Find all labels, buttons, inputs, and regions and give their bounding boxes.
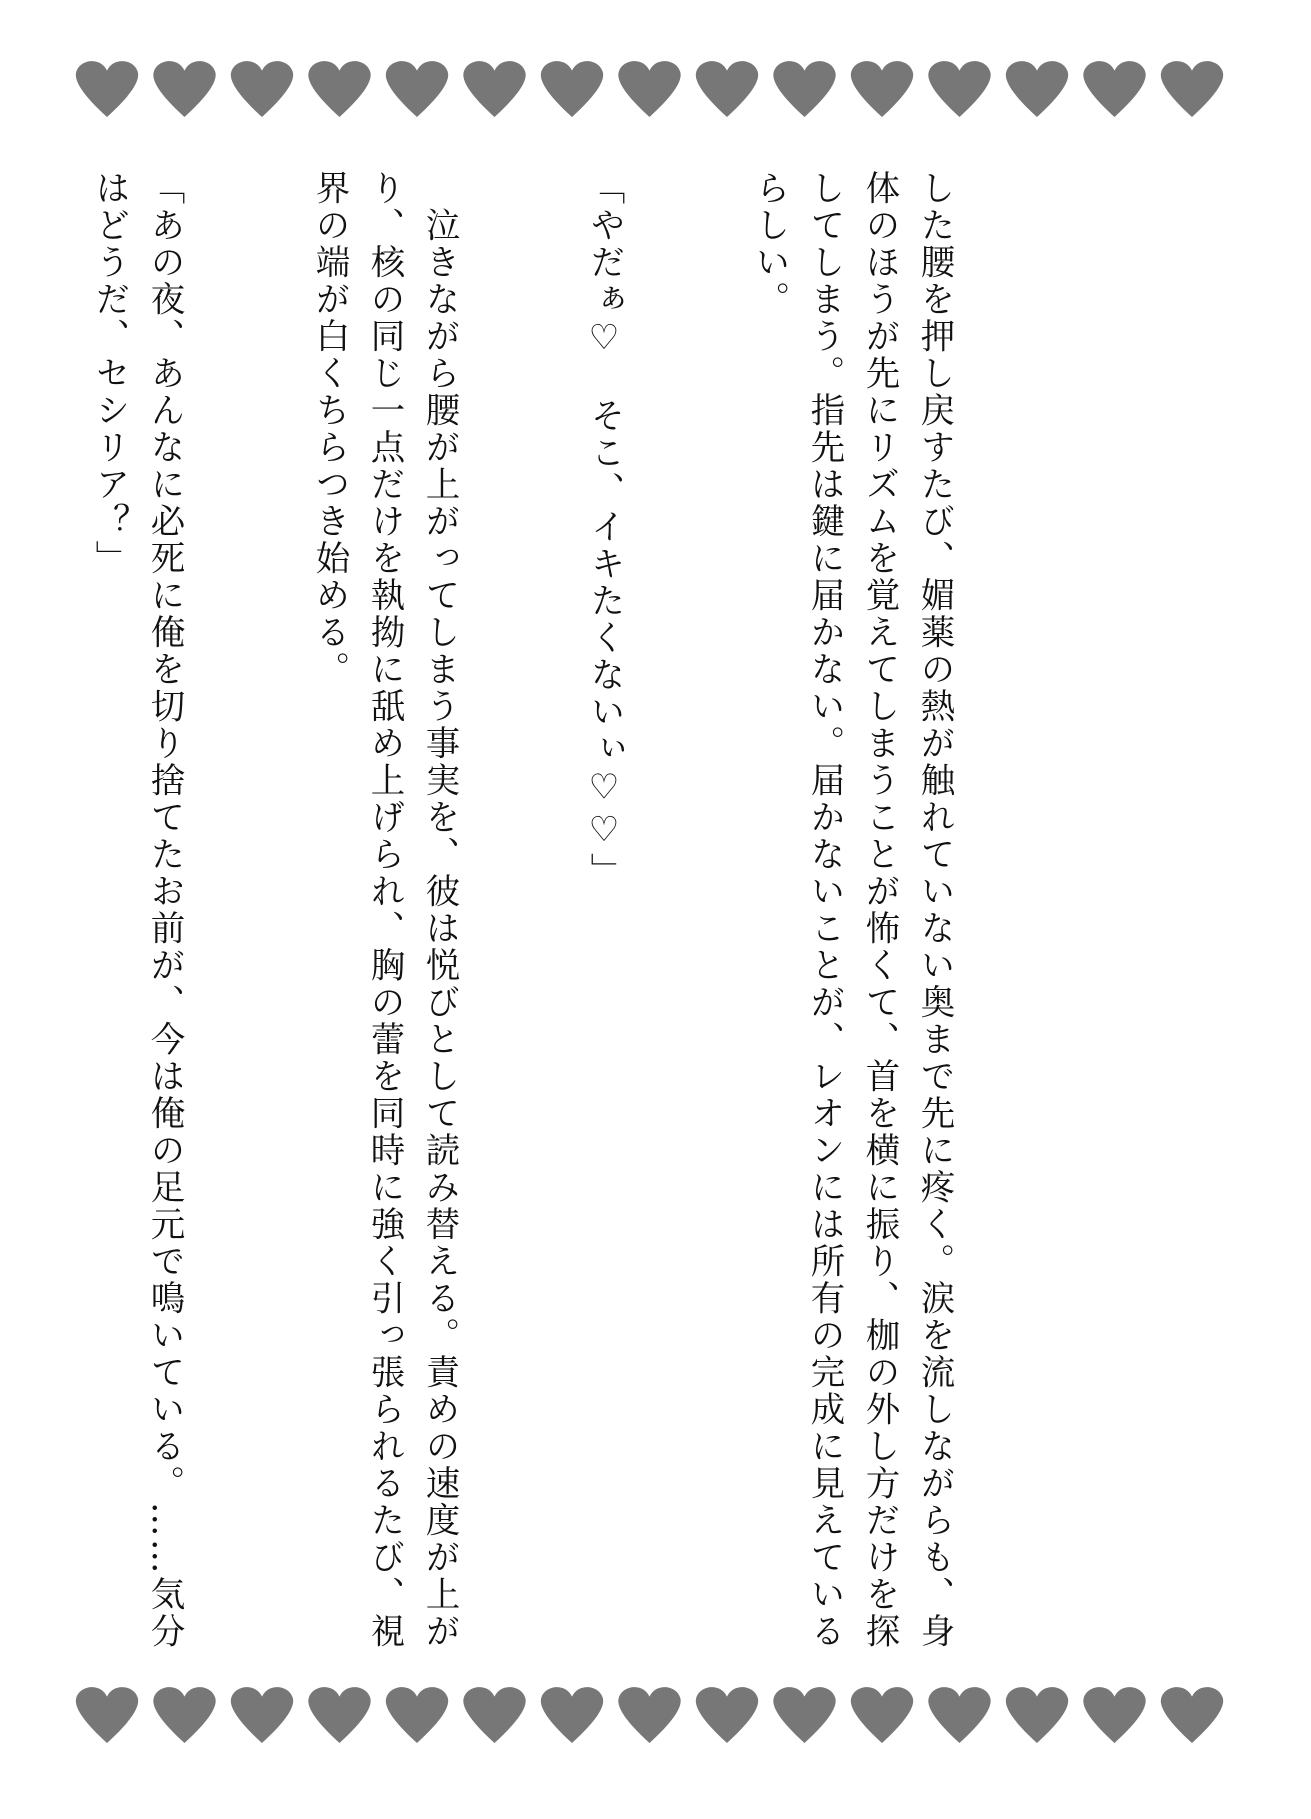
heart-icon [851, 1687, 913, 1743]
heart-icon [386, 1687, 448, 1743]
heart-icon [308, 61, 370, 117]
heart-icon [76, 1687, 138, 1743]
paragraph-1: した腰を押し戻すたび、媚薬の熱が触れていない奥まで先に疼く。涙を流しながらも、身体のほうが先にリズムを覚えてしまうことが怖くて、首を横に振り、枷の外し方だけを探してしまう。指先は鍵に届かない。届かないことが、レオンには所有の完成に見えているらしい。 [749, 170, 954, 1650]
heart-icon [773, 1687, 835, 1743]
heart-icon [231, 61, 293, 117]
heart-icon [1006, 61, 1068, 117]
heart-icon [928, 61, 990, 117]
heart-icon [463, 61, 525, 117]
bottom-heart-border [0, 1668, 1311, 1758]
heart-icon [1083, 61, 1145, 117]
heart-icon [618, 1687, 680, 1743]
heart-icon [851, 61, 913, 117]
heart-icon [463, 1687, 525, 1743]
heart-icon [1161, 61, 1223, 117]
heart-icon [696, 61, 758, 117]
heart-icon [618, 61, 680, 117]
heart-icon [1161, 1687, 1223, 1743]
heart-icon [76, 61, 138, 117]
heart-icon [1083, 1687, 1145, 1743]
heart-border-bottom-svg [0, 1668, 1311, 1758]
paragraph-3: 泣きながら腰が上がってしまう事実を、彼は悦びとして読み替える。責めの速度が上がり、核の同じ一点だけを執拗に舐め上げられ、胸の蕾を同時に強く引っ張られるたび、視界の端が白くちらつき始める。 [309, 170, 459, 1650]
heart-icon [773, 61, 835, 117]
top-heart-border [0, 42, 1311, 132]
heart-icon [928, 1687, 990, 1743]
heart-icon [541, 1687, 603, 1743]
heart-icon [696, 1687, 758, 1743]
heart-border-top-svg [0, 42, 1311, 132]
paragraph-4-dialogue: 「あの夜、あんなに必死に俺を切り捨てたお前が、今は俺の足元で鳴いている。……気分はどうだ、セシリア？」 [89, 170, 184, 1650]
heart-icon [541, 61, 603, 117]
paragraph-2-dialogue: 「やだぁ♡ そこ、イキたくないぃ♡♡」 [584, 170, 624, 890]
heart-icon [153, 61, 215, 117]
heart-icon [1006, 1687, 1068, 1743]
heart-icon [153, 1687, 215, 1743]
heart-icon [386, 61, 448, 117]
heart-icon [308, 1687, 370, 1743]
heart-icon [231, 1687, 293, 1743]
vertical-text-body [89, 170, 1071, 1650]
